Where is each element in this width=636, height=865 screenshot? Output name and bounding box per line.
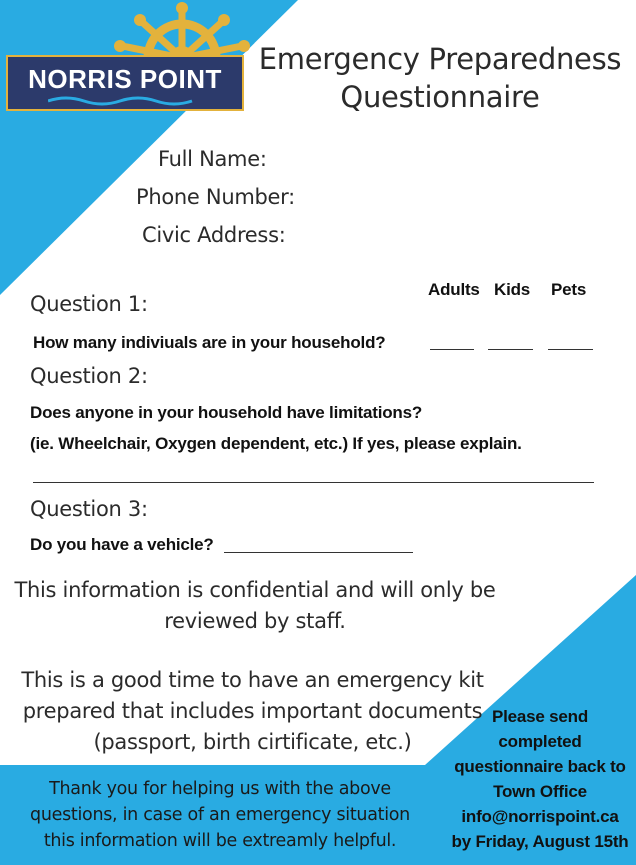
send-line-1: Please send (491, 707, 589, 726)
limitations-answer-line[interactable] (33, 482, 594, 483)
question-3-text: Do you have a vehicle? (30, 535, 214, 554)
send-email-link[interactable]: info@norrispoint.ca (461, 807, 619, 826)
kit-line-3: (passport, birth cirtificate, etc.) (93, 730, 412, 754)
adults-answer-line[interactable] (430, 349, 474, 350)
thanks-line-1: Thank you for helping us with the above (49, 779, 391, 799)
send-line-3: questionnaire back to (454, 757, 626, 776)
thank-you-note (10, 776, 430, 854)
emergency-kit-note (10, 665, 495, 758)
kit-line-2: prepared that includes important documents (22, 699, 483, 723)
send-deadline: by Friday, August 15th (451, 832, 629, 851)
thanks-line-3: this information will be extreamly helpful. (43, 831, 397, 851)
phone-number-label: Phone Number: (136, 185, 295, 209)
question-3-label: Question 3: (30, 497, 148, 521)
wave-icon (48, 95, 198, 107)
civic-address-label: Civic Address: (142, 223, 286, 247)
question-2-text-1: Does anyone in your household have limitations? (30, 403, 423, 422)
confidentiality-line-2: reviewed by staff. (164, 609, 346, 633)
column-pets: Pets (551, 280, 587, 299)
pets-answer-line[interactable] (548, 349, 593, 350)
send-instructions (440, 704, 636, 854)
send-line-2: completed (498, 732, 582, 751)
ship-wheel-icon (112, 2, 252, 60)
vehicle-answer-line[interactable] (224, 552, 413, 553)
logo-text: NORRIS POINT (28, 64, 222, 94)
column-kids: Kids (494, 280, 531, 299)
thanks-line-2: questions, in case of an emergency situation (30, 805, 410, 825)
page-title (250, 40, 630, 116)
question-1-label: Question 1: (30, 292, 148, 316)
confidentiality-line-1: This information is confidential and will only be (14, 578, 496, 602)
kit-line-1: This is a good time to have an emergency kit (21, 668, 484, 692)
full-name-label: Full Name: (158, 147, 267, 171)
title-line-2: Questionnaire (340, 80, 540, 114)
kids-answer-line[interactable] (488, 349, 533, 350)
question-1-text: How many indiviuals are in your household? (33, 333, 386, 352)
send-line-4: Town Office (493, 782, 587, 801)
question-2-text-2: (ie. Wheelchair, Oxygen dependent, etc.) If yes, please explain. (30, 434, 522, 453)
column-adults: Adults (428, 280, 480, 299)
confidentiality-note (10, 575, 500, 637)
logo-badge (6, 55, 244, 111)
title-line-1: Emergency Preparedness (258, 42, 622, 76)
question-2-label: Question 2: (30, 364, 148, 388)
